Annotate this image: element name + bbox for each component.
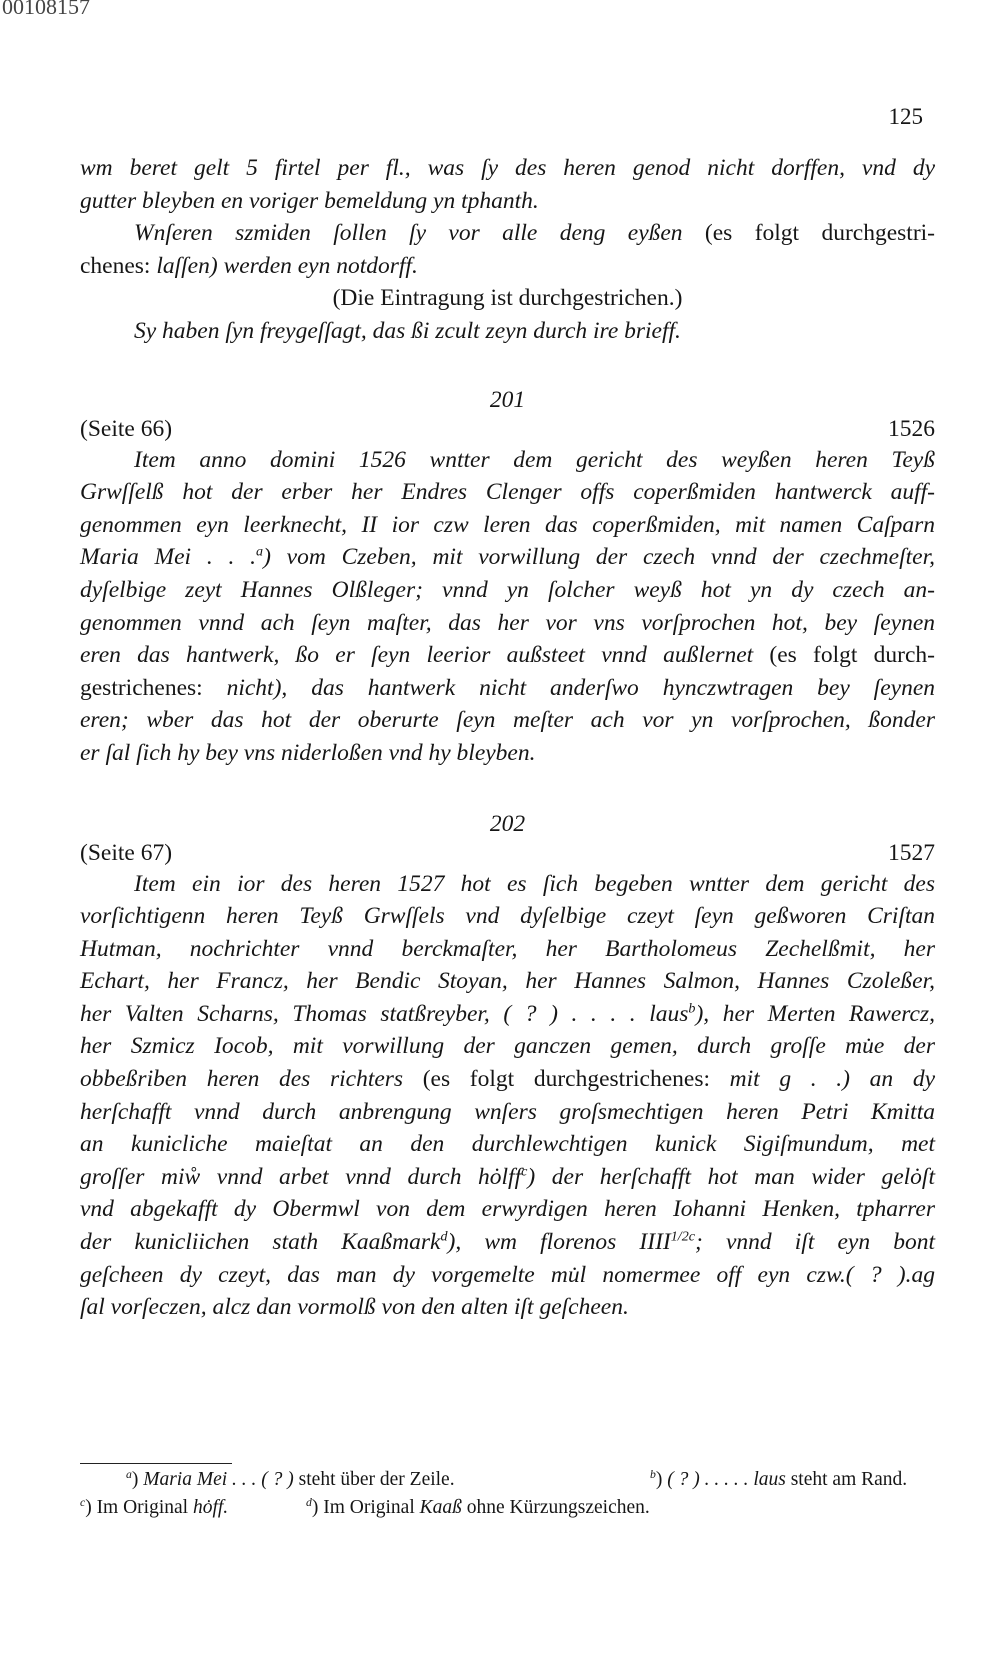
entry-year: 1526 <box>888 415 935 442</box>
text-line: Item anno domini 1526 wntter dem gericht des weyßen heren Teyß <box>134 446 935 473</box>
text-line: der kunicliichen stath Kaaßmark$^d$), wm florenos $IIII^{1/2c}$; vnnd iſt eyn bont <box>80 1228 936 1256</box>
footnote-d: $^d$) Im Original Kaaß ohne Kürzungszeichen. <box>306 1495 650 1518</box>
text-line: eren das hantwerk, ßo er ſeyn leerior außsteet vnnd außlernet (es folgt durch- <box>80 642 935 669</box>
text-line: eren; wber das hot der oberurte ſeyn meſter ach vor yn vorſprochen, ßonder <box>80 707 935 734</box>
text-line: chenes: laſſen) werden eyn notdorff. <box>80 252 418 279</box>
struck-note: (Die Eintragung ist durchgestrichen.) <box>332 285 683 312</box>
text-line: Wnſeren szmiden ſollen ſy vor alle deng eyßen (es folgt durchgestri- <box>134 220 935 247</box>
text-line: genommen vnnd ach ſeyn maſter, das her vor vns vorſprochen hot, bey ſeynen <box>80 609 935 636</box>
text-line: genommen eyn leerknecht, II ior czw leren das coperßmiden, mit namen Caſparn <box>80 511 935 538</box>
footnote-rule <box>80 1463 232 1464</box>
entry-page-ref: (Seite 66) <box>80 415 173 442</box>
text-line: herſchafft vnnd durch anbrengung wnſers groſsmechtigen heren Petri Kmitta <box>80 1098 935 1125</box>
footnote-b: $^b$) ( ? ) . . . . . laus steht am Rand. <box>650 1467 908 1490</box>
text-line: geſcheen dy czeyt, das man dy vorgemelte mu̇l nomermee off eyn czw.( ? ).ag <box>80 1261 935 1288</box>
entry-year: 1527 <box>888 839 935 866</box>
text-line: Grwſſelß hot der erber her Endres Clenger offs coperßmiden hantwerck auff- <box>80 479 935 506</box>
entry-number-201: 201 <box>489 386 526 413</box>
text-line: vnd abgekafft dy Obermwl von dem erwyrdigen heren Iohanni Henken, tpharrer <box>80 1196 935 1223</box>
text-line: Echart, her Francz, her Bendic Stoyan, her Hannes Salmon, Hannes Czoleßer, <box>80 968 935 995</box>
text-line: er ſal ſich hy bey vns niderloßen vnd hy bleyben. <box>80 739 536 766</box>
entry-number-202: 202 <box>489 810 526 837</box>
text-line: Hutman, nochrichter vnnd berckmaſter, her Bartholomeus Zechelßmit, her <box>80 935 935 962</box>
text-line: gestrichenes: nicht), das hantwerk nicht anderſwo hynczwtragen bey ſeynen <box>80 674 935 701</box>
main-text <box>80 152 935 1324</box>
text-line: obbeßriben heren des richters (es folgt durchgestrichenes: mit g . .) an dy <box>80 1066 935 1093</box>
text-line: Item ein ior des heren 1527 hot es ſich begeben wntter dem gericht des <box>134 870 935 897</box>
footnote-a: $^a$) Maria Mei . . . ( ? ) steht über der Zeile. <box>126 1467 455 1490</box>
entry-header-202 <box>80 838 935 868</box>
footnote-c: $^c$) Im Original hȯff. <box>80 1495 229 1518</box>
page-number: 125 <box>888 104 923 129</box>
text-line: her Szmicz Iocob, mit vorwillung der ganczen gemen, durch groſſe mu̇e der <box>80 1033 935 1060</box>
text-line: gutter bleyben en voriger bemeldung yn tphanth. <box>80 187 539 214</box>
text-line: Sy haben ſyn freygeſſagt, das ßi zcult zeyn durch ire brieff. <box>134 317 681 344</box>
text-line: vorſichtigenn heren Teyß Grwſſels vnd dyſelbige czeyt ſeyn geßworen Criſtan <box>80 903 935 930</box>
text-line: an kunicliche maieſtat an den durchlewchtigen kunick Sigiſmundum, met <box>80 1131 935 1158</box>
scan-id: 00108157 <box>2 0 90 19</box>
text-line: groſſer miẘ vnnd arbet vnnd durch hȯlff$^c$) der herſchafft hot man wider gelȯſt <box>80 1163 935 1190</box>
text-line: wm beret gelt 5 firtel per fl., was ſy des heren genod nicht dorffen, vnd dy <box>80 155 935 181</box>
text-line: dyſelbige zeyt Hannes Olßleger; vnnd yn ſolcher weyß hot yn dy czech an- <box>80 576 935 603</box>
entry-header-201 <box>80 414 935 444</box>
text-line: her Valten Scharns, Thomas statßreyber, ( ? ) . . . . laus$^b$), her Merten Rawercz, <box>80 1000 935 1027</box>
entry-page-ref: (Seite 67) <box>80 839 173 866</box>
text-line: Maria Mei . . .$^a$) vom Czeben, mit vorwillung der czech vnnd der czechmeſter, <box>80 543 935 571</box>
text-line: ſal vorſeczen, alcz dan vormolß von den alten iſt geſcheen. <box>80 1294 629 1321</box>
